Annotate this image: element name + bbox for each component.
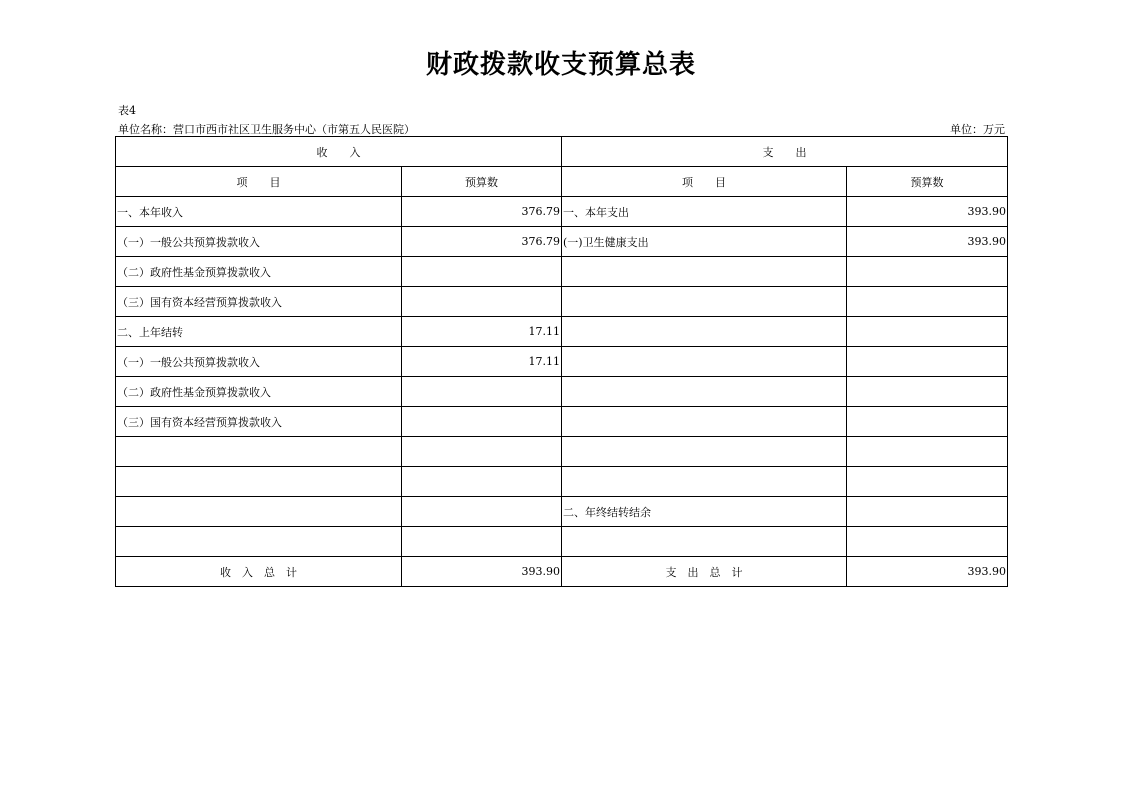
income-amount-cell: 17.11 — [402, 317, 562, 347]
expense-amount-cell: 393.90 — [847, 227, 1008, 257]
income-amount-cell — [402, 377, 562, 407]
expense-budget-header: 预算数 — [847, 167, 1008, 197]
expense-item-cell — [562, 347, 847, 377]
table-number: 表4 — [118, 104, 136, 117]
expense-total-amount: 393.90 — [847, 557, 1008, 587]
expense-amount-cell — [847, 317, 1008, 347]
page-title: 财政拨款收支预算总表 — [425, 50, 696, 80]
income-total-label: 收 入 总 计 — [116, 557, 402, 587]
expense-item-cell — [562, 437, 847, 467]
expense-amount-cell — [847, 467, 1008, 497]
income-amount-cell: 17.11 — [402, 347, 562, 377]
income-amount-cell — [402, 257, 562, 287]
income-item-cell — [116, 467, 402, 497]
expense-item-cell: 一、本年支出 — [562, 197, 847, 227]
expense-amount-cell — [847, 377, 1008, 407]
table-row — [116, 497, 1008, 527]
expense-item-cell: 二、年终结转结余 — [562, 497, 847, 527]
expense-amount-cell — [847, 347, 1008, 377]
expense-item-header: 项 目 — [562, 167, 847, 197]
totals-row — [116, 557, 1008, 587]
budget-table — [115, 136, 1008, 587]
currency-unit: 单位：万元 — [950, 123, 1005, 136]
expense-item-cell — [562, 287, 847, 317]
income-amount-cell — [402, 497, 562, 527]
income-item-cell: （三）国有资本经营预算拨款收入 — [116, 287, 402, 317]
income-item-cell: （一）一般公共预算拨款收入 — [116, 347, 402, 377]
expense-item-cell — [562, 317, 847, 347]
income-budget-header: 预算数 — [402, 167, 562, 197]
income-amount-cell — [402, 287, 562, 317]
income-item-cell: （三）国有资本经营预算拨款收入 — [116, 407, 402, 437]
table-row — [116, 527, 1008, 557]
income-total-amount: 393.90 — [402, 557, 562, 587]
column-header-row — [116, 167, 1008, 197]
table-row — [116, 317, 1008, 347]
expense-amount-cell — [847, 257, 1008, 287]
income-item-cell: （一）一般公共预算拨款收入 — [116, 227, 402, 257]
expense-amount-cell — [847, 497, 1008, 527]
expense-amount-cell — [847, 287, 1008, 317]
income-section-header: 收 入 — [116, 137, 562, 167]
income-amount-cell — [402, 437, 562, 467]
expense-item-cell — [562, 527, 847, 557]
income-item-cell: （二）政府性基金预算拨款收入 — [116, 377, 402, 407]
table-row — [116, 287, 1008, 317]
expense-amount-cell — [847, 407, 1008, 437]
expense-item-cell: (一)卫生健康支出 — [562, 227, 847, 257]
income-amount-cell: 376.79 — [402, 227, 562, 257]
income-item-cell — [116, 437, 402, 467]
income-amount-cell — [402, 467, 562, 497]
table-row — [116, 377, 1008, 407]
expense-item-cell — [562, 407, 847, 437]
expense-section-header: 支 出 — [562, 137, 1008, 167]
unit-name: 单位名称：营口市西市社区卫生服务中心（市第五人民医院） — [118, 123, 415, 136]
income-item-cell: 一、本年收入 — [116, 197, 402, 227]
table-row — [116, 347, 1008, 377]
income-item-cell: 二、上年结转 — [116, 317, 402, 347]
table-row — [116, 197, 1008, 227]
income-item-header: 项 目 — [116, 167, 402, 197]
expense-item-cell — [562, 467, 847, 497]
expense-total-label: 支 出 总 计 — [562, 557, 847, 587]
income-item-cell: （二）政府性基金预算拨款收入 — [116, 257, 402, 287]
table-row — [116, 467, 1008, 497]
expense-amount-cell: 393.90 — [847, 197, 1008, 227]
table-row — [116, 227, 1008, 257]
section-header-row — [116, 137, 1008, 167]
table-row — [116, 437, 1008, 467]
expense-amount-cell — [847, 437, 1008, 467]
table-row — [116, 257, 1008, 287]
expense-item-cell — [562, 257, 847, 287]
income-amount-cell — [402, 527, 562, 557]
income-amount-cell: 376.79 — [402, 197, 562, 227]
table-row — [116, 407, 1008, 437]
income-item-cell — [116, 497, 402, 527]
expense-amount-cell — [847, 527, 1008, 557]
expense-item-cell — [562, 377, 847, 407]
income-item-cell — [116, 527, 402, 557]
income-amount-cell — [402, 407, 562, 437]
